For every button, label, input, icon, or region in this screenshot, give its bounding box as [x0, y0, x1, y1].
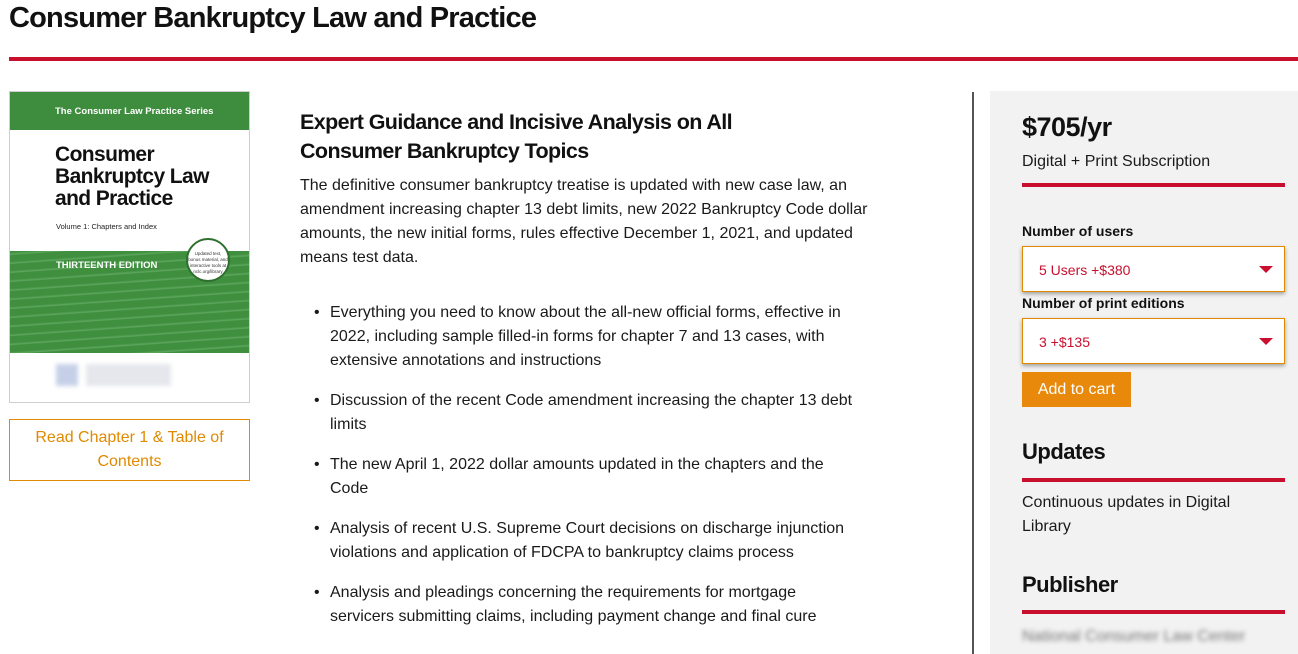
column-divider: [972, 92, 974, 654]
print-editions-select-value: 3 +$135: [1039, 334, 1090, 350]
users-label: Number of users: [1022, 223, 1134, 239]
list-item: • Discussion of the recent Code amendment increasing the chapter 13 debt limits: [300, 389, 860, 437]
cover-title: Consumer Bankruptcy Law and Practice: [55, 143, 209, 210]
list-item: • Everything you need to know about the all-new official forms, effective in 2022, including sample filled-in forms for chapter 7 and 13 cases, with extensive annotations and instructions: [300, 301, 860, 373]
updates-divider: [1022, 478, 1285, 482]
publisher-name[interactable]: National Consumer Law Center: [1022, 628, 1246, 645]
list-item: • The new April 1, 2022 dollar amounts updated in the chapters and the Code: [300, 453, 860, 501]
cover-edition: THIRTEENTH EDITION: [56, 260, 158, 271]
read-sample-button[interactable]: Read Chapter 1 & Table of Contents: [9, 419, 250, 481]
list-item: • Analysis of recent U.S. Supreme Court decisions on discharge injunction violations and application of FDCPA to bankruptcy claims process: [300, 517, 860, 565]
price: $705/yr: [1022, 112, 1112, 142]
publisher-heading: Publisher: [1022, 572, 1118, 597]
title-divider: [9, 57, 1298, 61]
chevron-down-icon: [1259, 266, 1273, 273]
list-item: • Analysis and pleadings concerning the requirements for mortgage servicers submitting claims, including payment change and final cure: [300, 581, 860, 629]
updates-text: Continuous updates in Digital Library: [1022, 494, 1231, 535]
users-select[interactable]: [1022, 246, 1285, 292]
publisher-logo: [56, 364, 171, 386]
main-intro: The definitive consumer bankruptcy treatise is updated with new case law, an amendment increasing chapter 13 debt limits, new 2022 Bankruptcy Code dollar amounts, the new initial forms, rules effective December 1, 2021, and updated means test data.: [300, 177, 868, 266]
chevron-down-icon: [1259, 338, 1273, 345]
page-title: Consumer Bankruptcy Law and Practice: [9, 2, 537, 34]
main-heading: Expert Guidance and Incisive Analysis on All Consumer Bankruptcy Topics: [300, 110, 733, 163]
subscription-type: Digital + Print Subscription: [1022, 153, 1211, 170]
cover-volume: Volume 1: Chapters and Index: [56, 222, 157, 231]
print-editions-select[interactable]: [1022, 318, 1285, 364]
publisher-divider: [1022, 610, 1285, 614]
book-cover-image: [9, 91, 250, 403]
purchase-sidebar: [990, 91, 1298, 654]
cover-seal-icon: Updated text, bonus material, and interactive tools at nclc.org/library: [186, 238, 230, 282]
users-select-value: 5 Users +$380: [1039, 262, 1131, 278]
print-editions-label: Number of print editions: [1022, 295, 1185, 311]
feature-list: [300, 301, 860, 645]
cover-series-band: The Consumer Law Practice Series: [10, 92, 249, 130]
updates-heading: Updates: [1022, 439, 1106, 464]
add-to-cart-button[interactable]: Add to cart: [1022, 372, 1131, 407]
price-divider: [1022, 183, 1285, 187]
